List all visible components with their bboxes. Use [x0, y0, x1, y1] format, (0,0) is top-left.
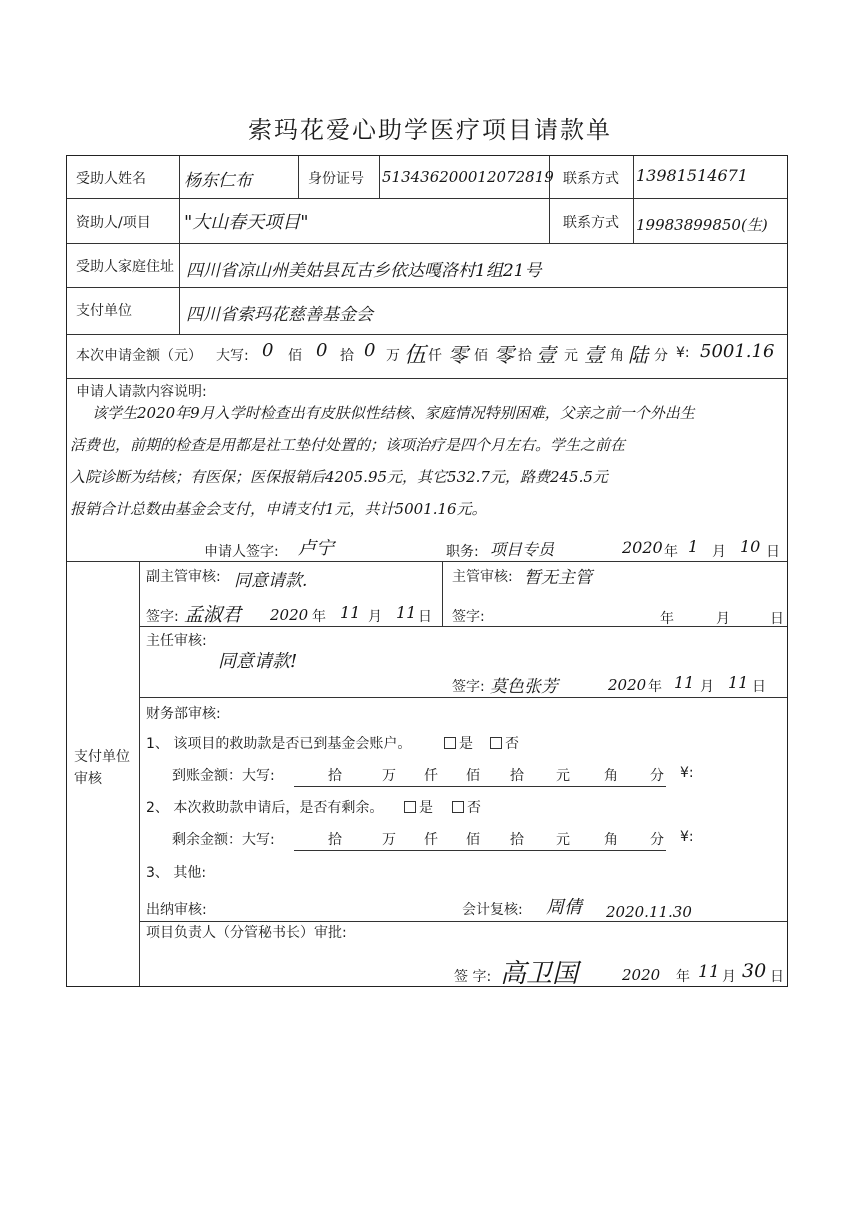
- remain-unit: 万: [382, 832, 396, 848]
- to-account-label: 到账金额：大写:: [172, 768, 275, 784]
- sponsor-contact-value: 19983899850(生): [636, 216, 768, 234]
- col-divider: [179, 198, 180, 243]
- request-date-year: 2020: [622, 538, 663, 557]
- request-day-unit: 日: [766, 544, 780, 560]
- finance-q2-no[interactable]: 否: [452, 797, 481, 817]
- amount-jiao-unit: 角: [610, 348, 624, 364]
- director-day-unit: 日: [752, 679, 766, 695]
- id-number-label: 身份证号: [308, 171, 364, 187]
- project-head-day-unit: 日: [770, 969, 784, 985]
- row-divider: [67, 561, 787, 562]
- finance-label: 财务部审核:: [146, 706, 221, 722]
- address-label: 受助人家庭住址: [76, 259, 174, 275]
- sponsor-contact-label: 联系方式: [563, 215, 619, 231]
- to-account-unit: 佰: [466, 768, 480, 784]
- position-value: 项目专员: [490, 540, 555, 559]
- vice-sig-label: 签字:: [146, 609, 179, 625]
- main-year-unit: 年: [660, 611, 674, 627]
- amount-yen-sign: ¥:: [676, 345, 690, 361]
- amount-label: 本次申请金额（元）: [76, 348, 202, 364]
- amount-baiyuan-unit: 佰: [474, 348, 488, 364]
- remain-line: [294, 850, 666, 851]
- recipient-name-label: 受助人姓名: [76, 171, 146, 187]
- remain-unit: 分: [650, 832, 664, 848]
- accountant-date: 2020.11.30: [606, 903, 692, 921]
- vice-review-label: 副主管审核:: [146, 569, 221, 585]
- request-date-day: 10: [740, 537, 761, 556]
- amount-bai-hw: 0: [262, 340, 274, 361]
- cashier-label: 出纳审核:: [146, 902, 207, 918]
- contact-label: 联系方式: [563, 171, 619, 187]
- col-divider: [633, 156, 634, 243]
- page-title: 索玛花爱心助学医疗项目请款单: [248, 116, 612, 144]
- checkbox[interactable]: [404, 801, 416, 813]
- remain-label: 剩余金额：大写:: [172, 832, 275, 848]
- amount-baiyuan-hw: 零: [448, 343, 468, 367]
- amount-bai-unit: 佰: [288, 348, 302, 364]
- remain-unit: 佰: [466, 832, 480, 848]
- col-divider: [298, 156, 299, 198]
- request-year-unit: 年: [664, 544, 678, 560]
- payer-review-side-label: 支付单位审核: [74, 749, 130, 787]
- row-divider: [67, 334, 787, 335]
- sponsor-label: 资助人/项目: [76, 215, 151, 231]
- request-month-unit: 月: [712, 544, 726, 560]
- amount-shi-unit: 拾: [340, 348, 354, 364]
- to-account-line: [294, 786, 666, 787]
- payer-label: 支付单位: [76, 303, 132, 319]
- director-sig-label: 签字:: [452, 679, 485, 695]
- finance-q2: 2、 本次救助款申请后，是否有剩余。: [146, 800, 384, 816]
- amount-yuan-hw: 壹: [536, 343, 556, 367]
- request-line-3: 入院诊断为结核；有医保；医保报销后4205.95元，其它532.7元，路费245.5元: [70, 468, 608, 486]
- amount-fen-unit: 分: [654, 348, 668, 364]
- to-account-unit: 拾: [328, 768, 342, 784]
- amount-wan-hw: 0: [364, 340, 376, 361]
- vice-year-unit: 年: [312, 609, 326, 625]
- director-year-unit: 年: [648, 679, 662, 695]
- vice-review-comment: 同意请款.: [234, 571, 308, 591]
- col-divider: [179, 243, 180, 334]
- finance-q1: 1、 该项目的救助款是否已到基金会账户。: [146, 736, 412, 752]
- to-account-unit: 角: [604, 768, 618, 784]
- amount-wan-unit: 万: [386, 348, 400, 364]
- amount-jiao-hw: 壹: [584, 343, 604, 367]
- col-divider: [442, 561, 443, 626]
- request-line-4: 报销合计总数由基金会支付，申请支付1元，共计5001.16元。: [70, 500, 487, 518]
- to-account-unit: 拾: [510, 768, 524, 784]
- to-account-unit: 分: [650, 768, 664, 784]
- remain-unit: 仟: [424, 832, 438, 848]
- remain-unit: 角: [604, 832, 618, 848]
- row-divider: [67, 287, 787, 288]
- project-head-date-day: 30: [742, 960, 767, 982]
- vice-date-day: 11: [396, 603, 417, 622]
- project-head-date-year: 2020: [622, 966, 661, 984]
- vice-month-unit: 月: [368, 609, 382, 625]
- director-date-month: 11: [674, 673, 695, 692]
- vice-date-year: 2020: [270, 606, 309, 624]
- sponsor-value: "大山春天项目": [184, 212, 309, 233]
- id-number-value: 513436200012072819: [382, 168, 554, 186]
- amount-fen-hw: 陆: [628, 343, 648, 367]
- request-label: 申请人请款内容说明:: [76, 384, 207, 400]
- to-account-yen: ¥:: [680, 765, 694, 781]
- to-account-unit: 仟: [424, 768, 438, 784]
- position-label: 职务:: [446, 544, 479, 560]
- vice-date-month: 11: [340, 603, 361, 622]
- row-divider: [67, 198, 787, 199]
- main-day-unit: 日: [770, 611, 784, 627]
- amount-shiyuan-hw: 零: [494, 343, 514, 367]
- remain-unit: 拾: [328, 832, 342, 848]
- project-head-date-month: 11: [698, 962, 720, 982]
- main-month-unit: 月: [716, 611, 730, 627]
- checkbox[interactable]: [490, 737, 502, 749]
- finance-q1-yes[interactable]: 是: [444, 733, 473, 753]
- amount-qian-unit: 仟: [428, 348, 442, 364]
- remain-unit: 元: [556, 832, 570, 848]
- payer-value: 四川省索玛花慈善基金会: [186, 305, 373, 325]
- to-account-unit: 万: [382, 768, 396, 784]
- row-divider: [67, 243, 787, 244]
- recipient-name-value: 杨东仁布: [184, 171, 252, 191]
- row-divider: [139, 697, 787, 698]
- row-divider: [67, 378, 787, 379]
- finance-q1-no[interactable]: 否: [490, 733, 519, 753]
- project-head-month-unit: 月: [722, 969, 736, 985]
- vice-day-unit: 日: [418, 609, 432, 625]
- project-head-label: 项目负责人（分管秘书长）审批:: [146, 925, 347, 941]
- finance-q3: 3、 其他:: [146, 865, 207, 881]
- col-divider: [179, 156, 180, 198]
- daxie-label: 大写:: [216, 348, 249, 364]
- request-line-2: 活费也，前期的检查是用都是社工垫付处置的；该项治疗是四个月左右。学生之前在: [70, 436, 626, 454]
- vice-signature: 孟淑君: [184, 604, 242, 626]
- applicant-signature-label: 申请人签字:: [204, 544, 279, 560]
- director-month-unit: 月: [700, 679, 714, 695]
- main-review-comment: 暂无主管: [524, 568, 592, 588]
- amount-figure: 5001.16: [700, 341, 775, 362]
- to-account-unit: 元: [556, 768, 570, 784]
- amount-shi-hw: 0: [316, 340, 328, 361]
- project-head-year-unit: 年: [676, 969, 690, 985]
- col-divider: [379, 156, 380, 198]
- director-date-year: 2020: [608, 676, 647, 694]
- applicant-signature: 卢宁: [298, 538, 334, 559]
- checkbox[interactable]: [452, 801, 464, 813]
- checkbox[interactable]: [444, 737, 456, 749]
- project-head-signature: 高卫国: [500, 959, 579, 989]
- main-sig-label: 签字:: [452, 609, 485, 625]
- remain-unit: 拾: [510, 832, 524, 848]
- col-divider: [139, 561, 140, 986]
- director-date-day: 11: [728, 673, 749, 692]
- address-value: 四川省凉山州美姑县瓦古乡依达嘎洛村1组21号: [186, 261, 542, 281]
- remain-yen: ¥:: [680, 829, 694, 845]
- accountant-label: 会计复核:: [462, 902, 523, 918]
- main-review-label: 主管审核:: [452, 569, 513, 585]
- project-head-sig-label: 签 字:: [454, 969, 492, 985]
- request-date-month: 1: [688, 537, 699, 556]
- director-signature: 莫色张芳: [490, 677, 558, 697]
- amount-yuan-unit: 元: [564, 348, 578, 364]
- director-review-comment: 同意请款!: [218, 651, 298, 672]
- request-line-1: 该学生2020年9月入学时检查出有皮肤似性结核、家庭情况特别困难，父亲之前一个外出生: [92, 404, 695, 422]
- amount-shiyuan-unit: 拾: [518, 348, 532, 364]
- amount-qian-hw: 伍: [404, 343, 427, 368]
- accountant-signature: 周倩: [546, 897, 582, 918]
- contact-value: 13981514671: [636, 166, 748, 185]
- director-review-label: 主任审核:: [146, 633, 207, 649]
- finance-q2-yes[interactable]: 是: [404, 797, 433, 817]
